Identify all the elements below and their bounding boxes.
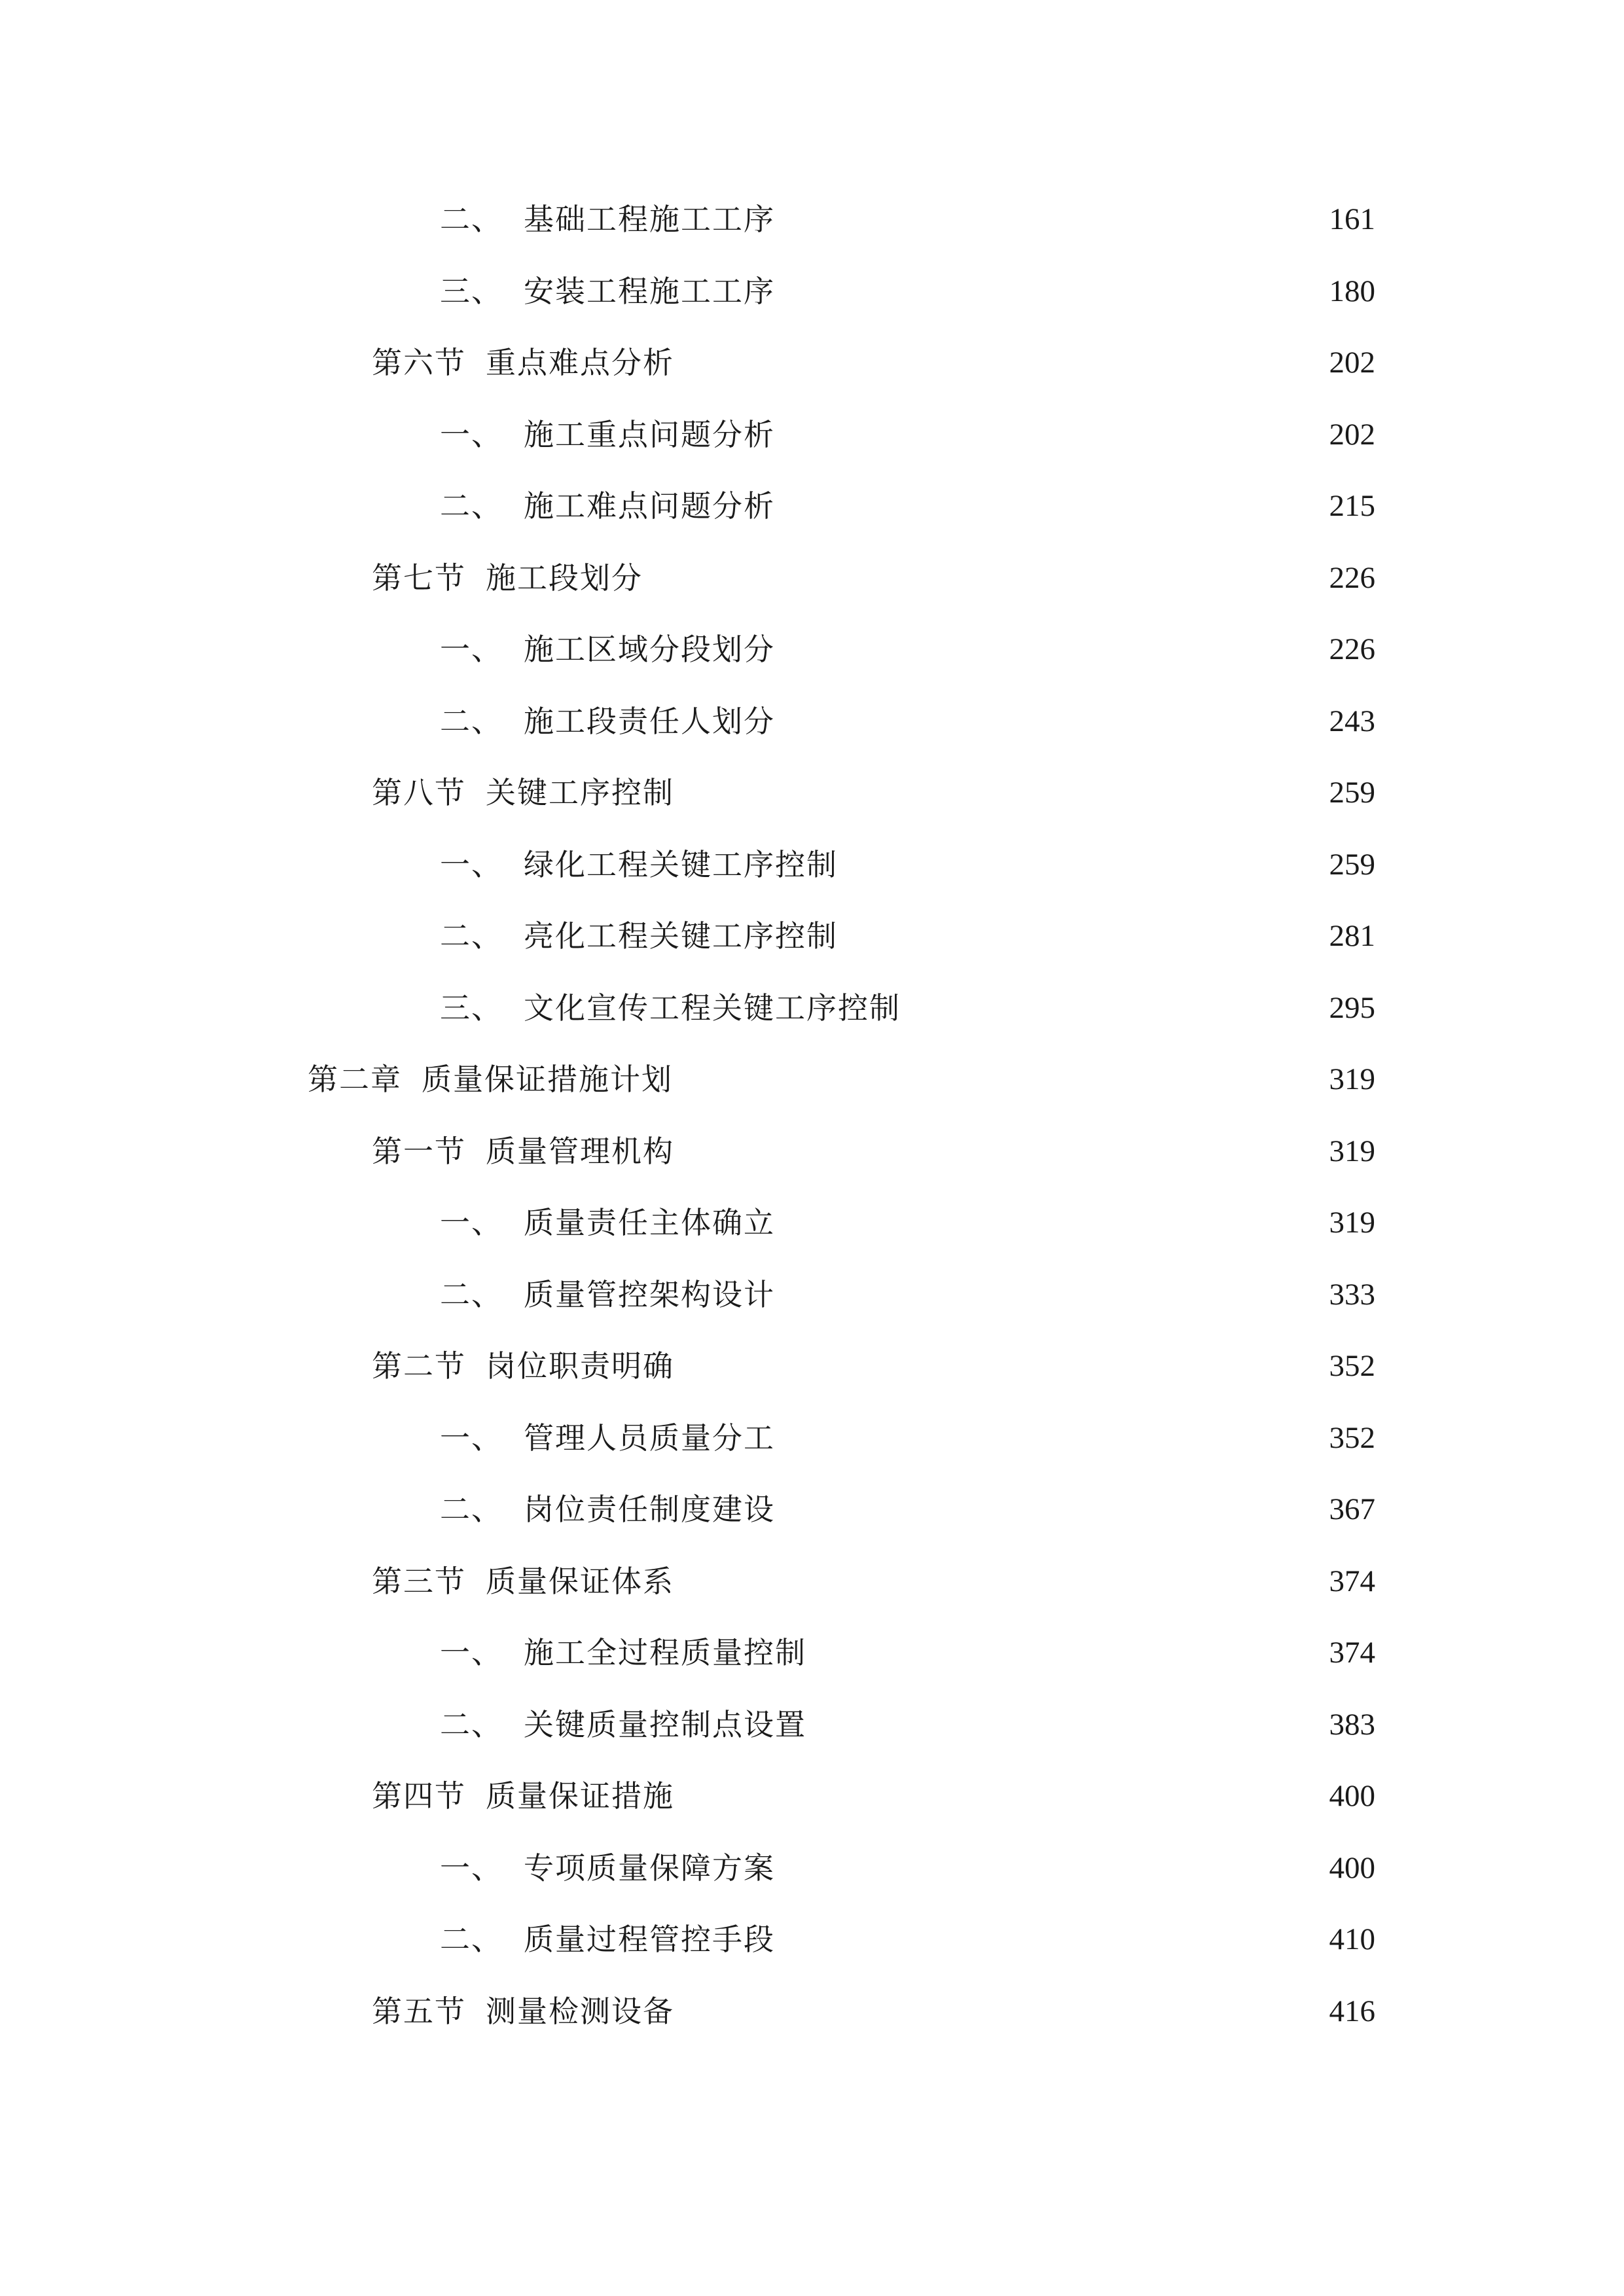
toc-entry-page: 319 <box>1329 1062 1375 1096</box>
toc-entry-number: 第八节 <box>372 775 466 810</box>
toc-entry-number: 一、 <box>440 1420 503 1456</box>
toc-entry-page: 319 <box>1329 1206 1375 1240</box>
dot-leader <box>683 336 1308 389</box>
dot-leader <box>847 910 1308 962</box>
toc-entry-page: 259 <box>1329 776 1375 810</box>
toc-entry-chapter[interactable] <box>308 1053 1375 1105</box>
toc-entry-page: 180 <box>1329 274 1375 308</box>
toc-entry-title: 质量责任主体确立 <box>524 1205 775 1240</box>
dot-leader <box>784 1196 1308 1249</box>
dot-leader <box>784 1842 1308 1894</box>
toc-entry-item[interactable] <box>440 408 1375 461</box>
toc-entry-item[interactable] <box>440 623 1375 675</box>
toc-entry-item[interactable] <box>440 1196 1375 1249</box>
dot-leader <box>816 1626 1308 1679</box>
dot-leader <box>784 1412 1308 1464</box>
toc-entry-number: 二、 <box>440 488 503 524</box>
toc-entry-page: 416 <box>1329 1994 1375 2028</box>
toc-entry-item[interactable] <box>440 982 1375 1034</box>
toc-entry-title: 质量管控架构设计 <box>524 1277 775 1312</box>
toc-entry-page: 400 <box>1329 1779 1375 1813</box>
toc-entry-title: 亮化工程关键工序控制 <box>524 918 838 954</box>
dot-leader <box>683 1555 1308 1607</box>
toc-entry-number: 二、 <box>440 1277 503 1312</box>
toc-entry-title: 岗位职责明确 <box>486 1348 674 1384</box>
toc-entry-item[interactable] <box>440 1483 1375 1535</box>
toc-entry-item[interactable] <box>440 695 1375 747</box>
toc-entry-page: 374 <box>1329 1636 1375 1670</box>
dot-leader <box>816 1698 1308 1751</box>
dot-leader <box>784 265 1308 317</box>
toc-entry-title: 施工全过程质量控制 <box>524 1635 806 1670</box>
toc-entry-title: 基础工程施工工序 <box>524 202 775 237</box>
toc-entry-title: 岗位责任制度建设 <box>524 1492 775 1527</box>
toc-entry-item[interactable] <box>440 1268 1375 1321</box>
toc-entry-section[interactable] <box>372 1125 1375 1177</box>
toc-entry-page: 215 <box>1329 489 1375 523</box>
toc-entry-number: 一、 <box>440 1635 503 1670</box>
dot-leader <box>784 623 1308 675</box>
dot-leader <box>683 1985 1308 2037</box>
dot-leader <box>683 1125 1308 1177</box>
toc-entry-title: 质量保证措施计划 <box>422 1062 673 1097</box>
toc-entry-page: 202 <box>1329 418 1375 452</box>
toc-entry-page: 226 <box>1329 632 1375 666</box>
toc-entry-title: 质量过程管控手段 <box>524 1922 775 1957</box>
toc-entry-page: 352 <box>1329 1421 1375 1455</box>
toc-entry-item[interactable] <box>440 1698 1375 1751</box>
toc-entry-section[interactable] <box>372 1770 1375 1822</box>
toc-entry-number: 第三节 <box>372 1564 466 1599</box>
dot-leader <box>683 766 1308 819</box>
toc-entry-number: 第五节 <box>372 1994 466 2029</box>
dot-leader <box>847 838 1308 891</box>
toc-entry-page: 259 <box>1329 848 1375 882</box>
toc-entry-page: 161 <box>1329 202 1375 236</box>
dot-leader <box>784 1913 1308 1965</box>
toc-entry-section[interactable] <box>372 766 1375 819</box>
toc-entry-section[interactable] <box>372 1985 1375 2037</box>
toc-entry-number: 一、 <box>440 632 503 667</box>
toc-entry-title: 绿化工程关键工序控制 <box>524 847 838 882</box>
toc-entry-number: 第二节 <box>372 1348 466 1384</box>
toc-entry-title: 安装工程施工工序 <box>524 274 775 309</box>
dot-leader <box>784 1483 1308 1535</box>
dot-leader <box>652 552 1308 604</box>
dot-leader <box>784 480 1308 532</box>
toc-entry-number: 二、 <box>440 202 503 237</box>
dot-leader <box>683 1770 1308 1822</box>
dot-leader <box>682 1053 1308 1105</box>
toc-entry-number: 三、 <box>440 990 503 1026</box>
toc-entry-number: 第二章 <box>308 1062 402 1097</box>
toc-entry-item[interactable] <box>440 910 1375 962</box>
toc-entry-number: 第六节 <box>372 345 466 380</box>
toc-entry-page: 202 <box>1329 346 1375 380</box>
toc-entry-number: 二、 <box>440 704 503 739</box>
toc-entry-page: 226 <box>1329 561 1375 595</box>
dot-leader <box>910 982 1308 1034</box>
toc-entry-page: 383 <box>1329 1708 1375 1742</box>
toc-entry-item[interactable] <box>440 1842 1375 1894</box>
dot-leader <box>784 1268 1308 1321</box>
toc-entry-number: 一、 <box>440 1205 503 1240</box>
toc-entry-number: 第四节 <box>372 1778 466 1814</box>
toc-entry-title: 重点难点分析 <box>486 345 674 380</box>
toc-entry-page: 400 <box>1329 1851 1375 1885</box>
toc-entry-item[interactable] <box>440 1412 1375 1464</box>
toc-entry-item[interactable] <box>440 1913 1375 1965</box>
toc-entry-number: 一、 <box>440 1850 503 1886</box>
toc-entry-number: 第一节 <box>372 1134 466 1169</box>
toc-entry-page: 352 <box>1329 1349 1375 1383</box>
toc-entry-number: 二、 <box>440 918 503 954</box>
toc-entry-item[interactable] <box>440 265 1375 317</box>
toc-entry-number: 三、 <box>440 274 503 309</box>
toc-entry-title: 质量保证体系 <box>486 1564 674 1599</box>
toc-entry-title: 施工重点问题分析 <box>524 417 775 452</box>
toc-entry-item[interactable] <box>440 1626 1375 1679</box>
toc-entry-title: 关键工序控制 <box>486 775 674 810</box>
toc-entry-title: 质量管理机构 <box>486 1134 674 1169</box>
dot-leader <box>784 408 1308 461</box>
toc-entry-page: 410 <box>1329 1922 1375 1956</box>
toc-entry-page: 281 <box>1329 919 1375 953</box>
toc-entry-title: 施工区域分段划分 <box>524 632 775 667</box>
toc-entry-title: 施工段责任人划分 <box>524 704 775 739</box>
toc-entry-number: 二、 <box>440 1922 503 1957</box>
toc-entry-title: 关键质量控制点设置 <box>524 1707 806 1742</box>
toc-entry-section[interactable] <box>372 1340 1375 1392</box>
toc-entry-page: 243 <box>1329 704 1375 738</box>
toc-entry-title: 质量保证措施 <box>486 1778 674 1814</box>
toc-entry-item[interactable] <box>440 193 1375 245</box>
toc-entry-title: 文化宣传工程关键工序控制 <box>524 990 901 1026</box>
toc-entry-section[interactable] <box>372 336 1375 389</box>
toc-entry-item[interactable] <box>440 480 1375 532</box>
toc-entry-title: 施工段划分 <box>486 560 643 596</box>
dot-leader <box>784 695 1308 747</box>
toc-entry-number: 一、 <box>440 417 503 452</box>
toc-entry-number: 一、 <box>440 847 503 882</box>
toc-entry-page: 367 <box>1329 1492 1375 1526</box>
toc-entry-title: 专项质量保障方案 <box>524 1850 775 1886</box>
toc-entry-page: 295 <box>1329 991 1375 1025</box>
toc-entry-number: 二、 <box>440 1492 503 1527</box>
toc-entry-title: 测量检测设备 <box>486 1994 674 2029</box>
toc-entry-item[interactable] <box>440 838 1375 891</box>
toc-entry-page: 319 <box>1329 1134 1375 1168</box>
toc-entry-section[interactable] <box>372 552 1375 604</box>
toc-entry-title: 管理人员质量分工 <box>524 1420 775 1456</box>
toc-entry-section[interactable] <box>372 1555 1375 1607</box>
toc-entry-page: 374 <box>1329 1564 1375 1598</box>
toc-entry-number: 第七节 <box>372 560 466 596</box>
dot-leader <box>784 193 1308 245</box>
toc-entry-title: 施工难点问题分析 <box>524 488 775 524</box>
dot-leader <box>683 1340 1308 1392</box>
toc-entry-page: 333 <box>1329 1278 1375 1312</box>
toc-entry-number: 二、 <box>440 1707 503 1742</box>
